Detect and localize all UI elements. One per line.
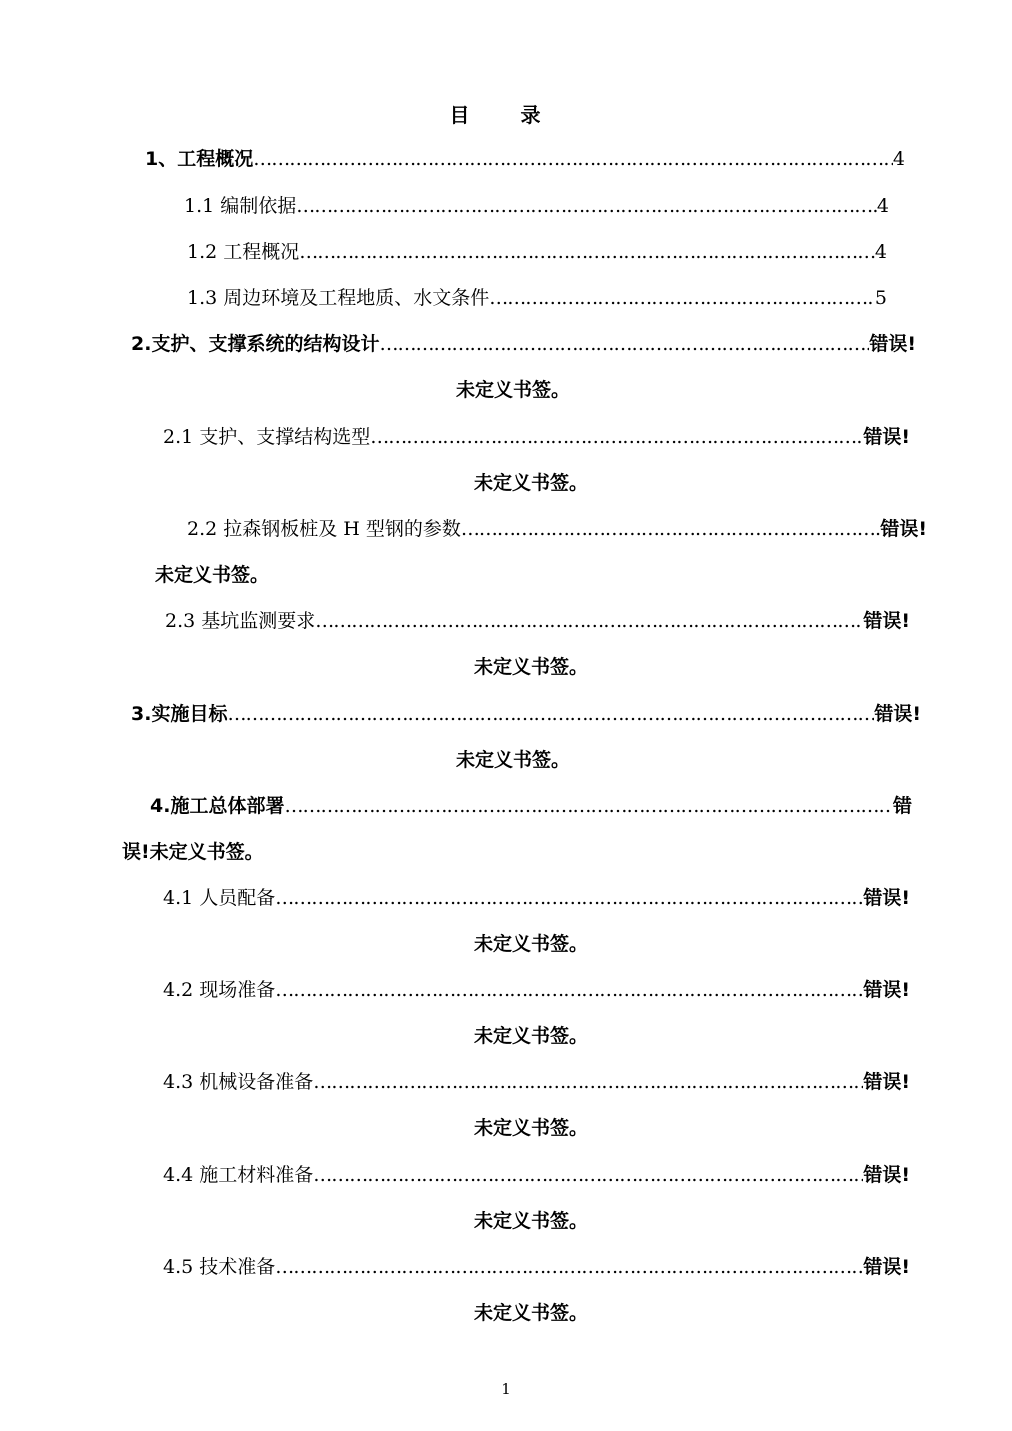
- toc-entry[interactable]: [163, 1068, 910, 1096]
- toc-entry-title: 1.3 周边环境及工程地质、水文条件: [187, 287, 490, 309]
- toc-leader: [253, 145, 893, 173]
- toc-leader: [275, 884, 863, 912]
- toc-entry[interactable]: [187, 284, 887, 312]
- toc-entry-page: 4: [892, 148, 905, 170]
- page-number: 1: [501, 1380, 511, 1398]
- toc-entry-title: 2.支护、支撑系统的结构设计: [131, 333, 380, 355]
- toc-entry-continuation: 未定义书签。: [474, 472, 589, 494]
- toc-entry[interactable]: [187, 238, 887, 266]
- toc-entry[interactable]: [187, 515, 927, 543]
- toc-entry-title: 4.2 现场准备: [163, 979, 276, 1001]
- toc-entry-page: 4: [876, 195, 889, 217]
- toc-entry-title: 1.1 编制依据: [184, 195, 297, 217]
- toc-leader: [275, 976, 863, 1004]
- toc-entry-page: 错: [892, 795, 912, 817]
- toc-entry[interactable]: [150, 792, 912, 820]
- toc-leader: [299, 238, 875, 266]
- toc-entry-page: 5: [874, 287, 887, 309]
- toc-entry[interactable]: [131, 700, 921, 728]
- toc-entry-page: 错误!: [863, 887, 910, 909]
- toc-entry-title: 4.5 技术准备: [163, 1256, 276, 1278]
- toc-leader: [489, 284, 875, 312]
- toc-entry-continuation: 未定义书签。: [456, 749, 571, 771]
- toc-entry-title: 2.1 支护、支撑结构选型: [163, 426, 371, 448]
- toc-entry-page: 错误!: [863, 1071, 910, 1093]
- toc-leader: [313, 1068, 863, 1096]
- toc-entry-continuation: 未定义书签。: [155, 564, 270, 586]
- toc-entry-continuation: 未定义书签。: [474, 933, 589, 955]
- toc-entry[interactable]: [163, 423, 910, 451]
- toc-entry-continuation: 误!未定义书签。: [122, 841, 264, 863]
- toc-entry[interactable]: [163, 884, 910, 912]
- toc-entry[interactable]: [163, 1253, 910, 1281]
- toc-entry-page: 错误!: [863, 1164, 910, 1186]
- toc-leader: [313, 1161, 863, 1189]
- toc-entry[interactable]: [145, 145, 905, 173]
- toc-entry-title: 1.2 工程概况: [187, 241, 300, 263]
- toc-entry[interactable]: [163, 1161, 910, 1189]
- toc-entry[interactable]: [163, 976, 910, 1004]
- toc-leader: [284, 792, 893, 820]
- toc-entry-continuation: 未定义书签。: [474, 656, 589, 678]
- toc-leader: [315, 607, 863, 635]
- toc-leader: [379, 330, 869, 358]
- toc-entry[interactable]: [131, 330, 916, 358]
- toc-entry-page: 错误!: [863, 426, 910, 448]
- toc-entry-title: 2.3 基坑监测要求: [165, 610, 316, 632]
- toc-leader: [370, 423, 863, 451]
- toc-entry-page: 错误!: [863, 1256, 910, 1278]
- toc-entry-title: 4.1 人员配备: [163, 887, 276, 909]
- toc-entry-title: 1、工程概况: [145, 148, 254, 170]
- toc-entry-title: 4.4 施工材料准备: [163, 1164, 314, 1186]
- toc-entry-continuation: 未定义书签。: [474, 1302, 589, 1324]
- toc-entry[interactable]: [165, 607, 910, 635]
- toc-entry-page: 错误!: [869, 333, 916, 355]
- toc-entry-continuation: 未定义书签。: [456, 379, 571, 401]
- toc-entry-page: 错误!: [874, 703, 921, 725]
- toc-entry-title: 4.3 机械设备准备: [163, 1071, 314, 1093]
- toc-title: 目 录: [449, 103, 563, 127]
- toc-entry-page: 错误!: [863, 979, 910, 1001]
- toc-leader: [275, 1253, 863, 1281]
- toc-entry-page: 错误!: [863, 610, 910, 632]
- toc-leader: [227, 700, 874, 728]
- toc-entry-continuation: 未定义书签。: [474, 1210, 589, 1232]
- toc-entry-continuation: 未定义书签。: [474, 1117, 589, 1139]
- toc-entry[interactable]: [184, 192, 889, 220]
- toc-leader: [461, 515, 880, 543]
- toc-entry-page: 4: [874, 241, 887, 263]
- toc-entry-title: 3.实施目标: [131, 703, 228, 725]
- toc-leader: [296, 192, 877, 220]
- toc-entry-title: 4.施工总体部署: [150, 795, 285, 817]
- toc-entry-title: 2.2 拉森钢板桩及 H 型钢的参数: [187, 518, 461, 540]
- toc-entry-page: 错误!: [880, 518, 927, 540]
- toc-entry-continuation: 未定义书签。: [474, 1025, 589, 1047]
